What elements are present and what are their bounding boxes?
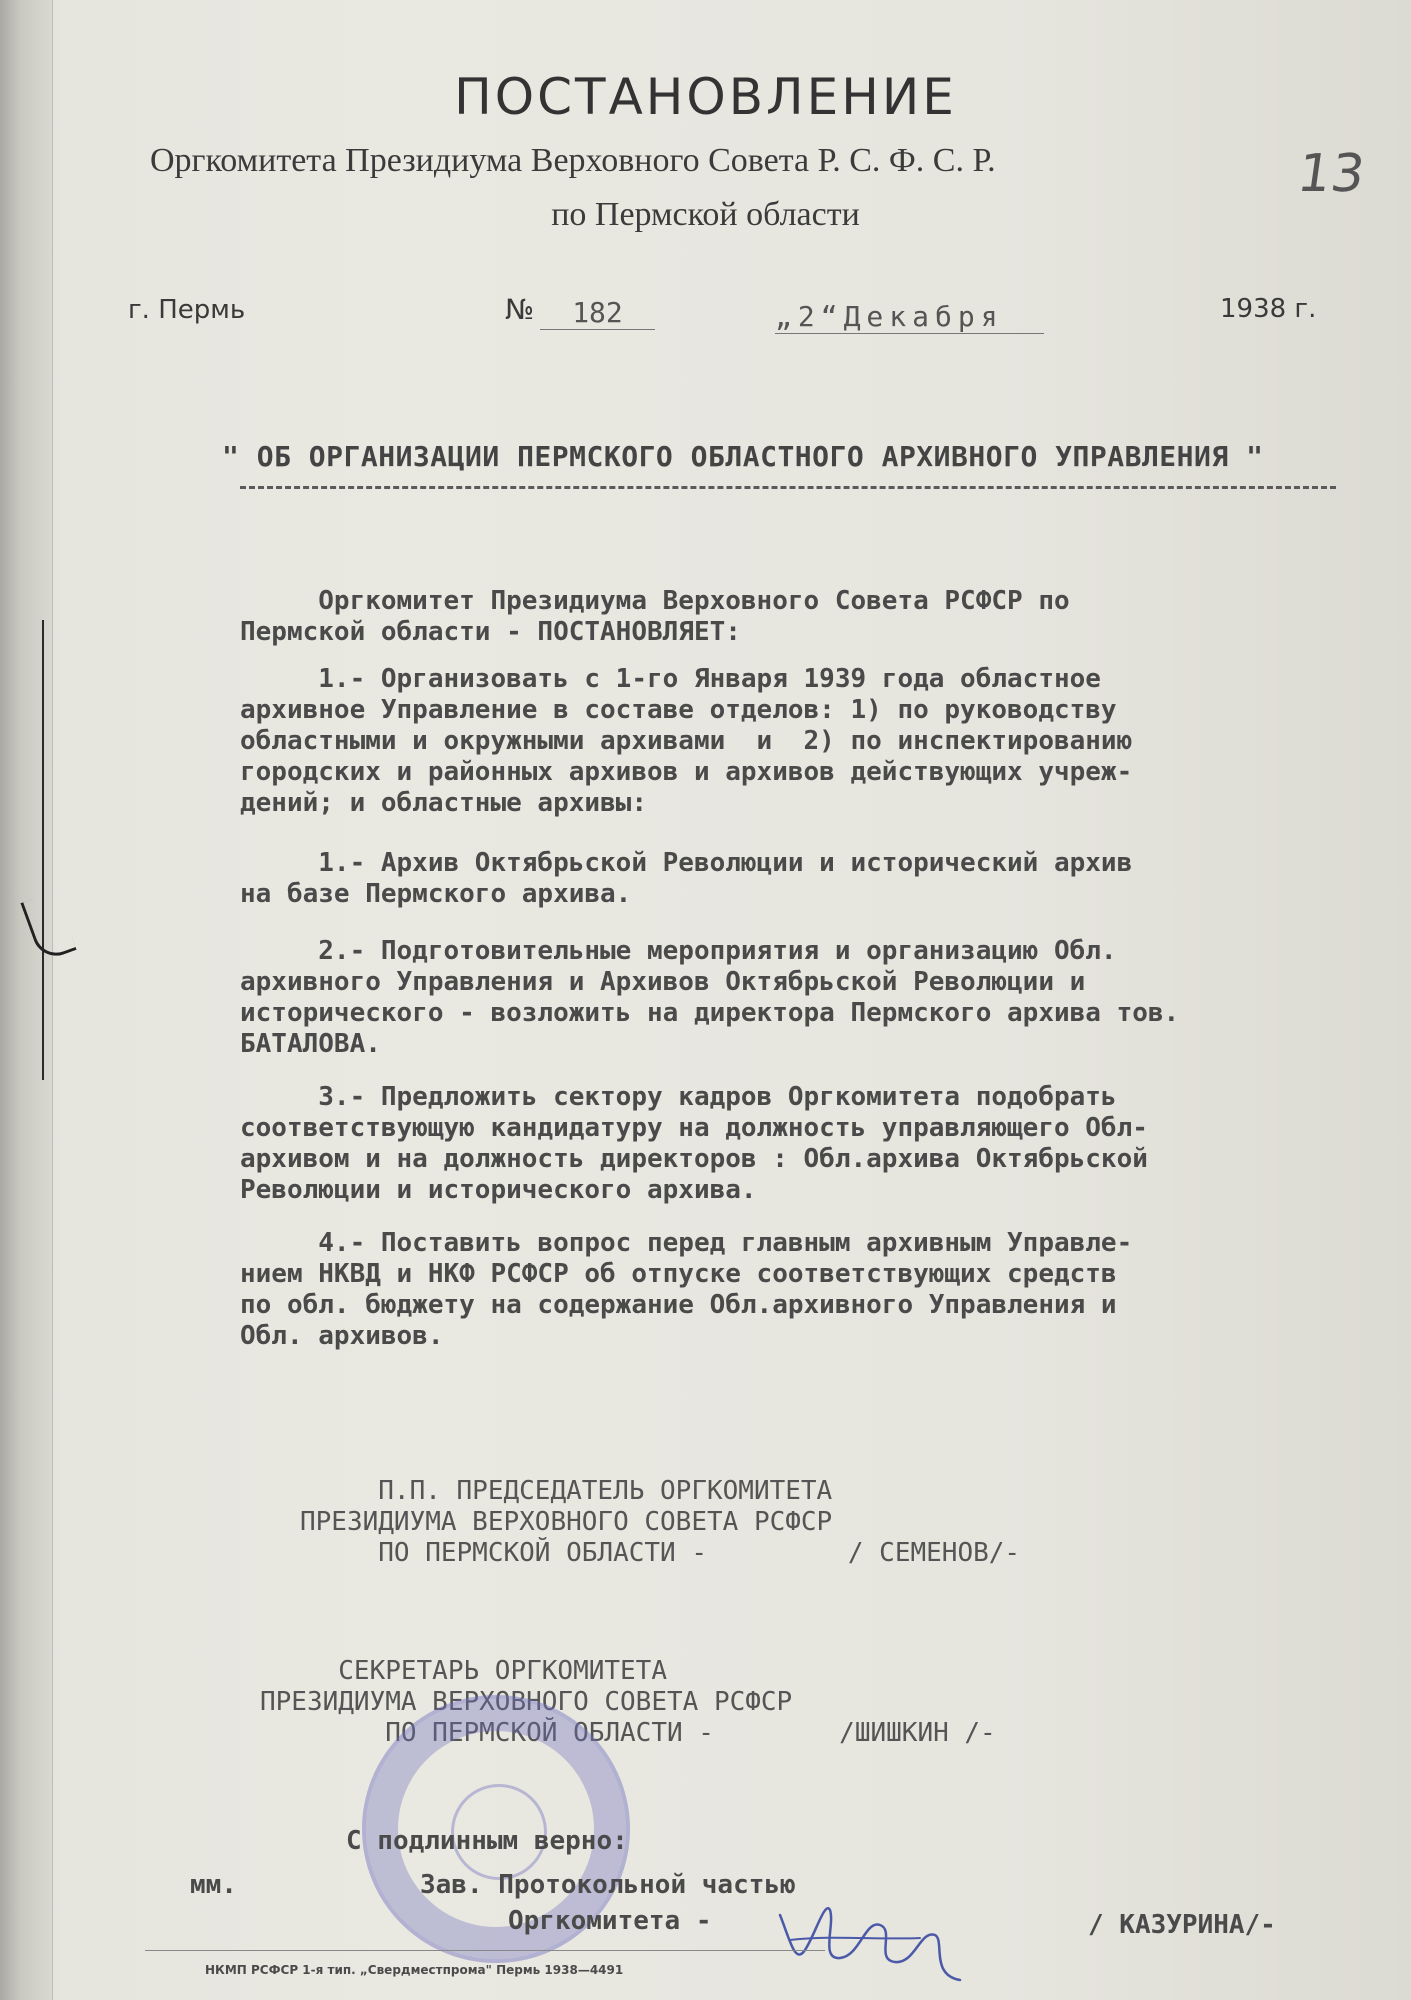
printer-imprint: НКМП РСФСР 1-я тип. „Свердместпрома" Пермь 1938—4491 <box>205 1963 624 1977</box>
typist-initials: мм. <box>190 1870 237 1900</box>
sheet-number: 13 <box>1293 144 1369 204</box>
footer-rule <box>145 1950 825 1951</box>
item-1: 1.- Организовать с 1-го Января 1939 года областное архивное Управление в составе отделов: 1) по руководству областными и окружными архивами и 2) по инспектированию городских и районных архивов и архивов действующих учреж- дений; и областные архивы: <box>240 664 1133 818</box>
handwritten-signature <box>770 1880 970 1990</box>
document-subtitle-region: по Пермской области <box>551 196 860 233</box>
document-number: 182 <box>540 296 655 330</box>
protocol-name: / КАЗУРИНА/- <box>1088 1910 1276 1940</box>
document-date: „2“Декабря <box>775 300 1044 334</box>
item-2: 2.- Подготовительные мероприятия и организацию Обл. архивного Управления и Архивов Октябрьской Революции и исторического - возложить на директора Пермского архива тов. БАТАЛОВА. <box>240 936 1180 1059</box>
heading-underline <box>240 486 1336 489</box>
city-label: г. Пермь <box>128 295 246 325</box>
document-title: ПОСТАНОВЛЕНИЕ <box>454 68 957 126</box>
resolution-heading: " ОБ ОРГАНИЗАЦИИ ПЕРМСКОГО ОБЛАСТНОГО АРХИВНОГО УПРАВЛЕНИЯ " <box>222 440 1264 473</box>
document-year: 1938 г. <box>1220 294 1317 324</box>
binding-thread <box>42 620 50 1080</box>
intro-paragraph: Оргкомитет Президиума Верховного Совета РСФСР по Пермской области - ПОСТАНОВЛЯЕТ: <box>240 586 1070 647</box>
certified-true-copy: С подлинным верно: <box>346 1826 628 1856</box>
protocol-position: Зав. Протокольной частью <box>420 1870 796 1900</box>
chairman-signature-block: П.П. ПРЕДСЕДАТЕЛЬ ОРГКОМИТЕТА ПРЕЗИДИУМА ВЕРХОВНОГО СОВЕТА РСФСР ПО ПЕРМСКОЙ ОБЛАСТИ - / СЕМЕНОВ/- <box>300 1476 1021 1568</box>
item-3: 3.- Предложить сектору кадров Оргкомитета подобрать соответствующую кандидатуру на должность управляющего Обл- архивом и на должность директоров : Обл.архива Октябрьской Революции и исторического архива. <box>240 1082 1148 1205</box>
number-label: № <box>505 293 535 326</box>
secretary-signature-block: СЕКРЕТАРЬ ОРГКОМИТЕТА ПРЕЗИДИУМА ВЕРХОВНОГО СОВЕТА РСФСР ПО ПЕРМСКОЙ ОБЛАСТИ - /ШИШКИН /- <box>260 1656 996 1748</box>
document-subtitle: Оргкомитета Президиума Верховного Совета Р. С. Ф. С. Р. <box>150 142 996 179</box>
item-1-subitem: 1.- Архив Октябрьской Революции и исторический архив на базе Пермского архива. <box>240 848 1133 909</box>
protocol-committee: Оргкомитета - <box>508 1906 712 1936</box>
item-4: 4.- Поставить вопрос перед главным архивным Управле- нием НКВД и НКФ РСФСР об отпуске соответствующих средств по обл. бюджету на содержание Обл.архивного Управления и Обл. архивов. <box>240 1228 1133 1351</box>
